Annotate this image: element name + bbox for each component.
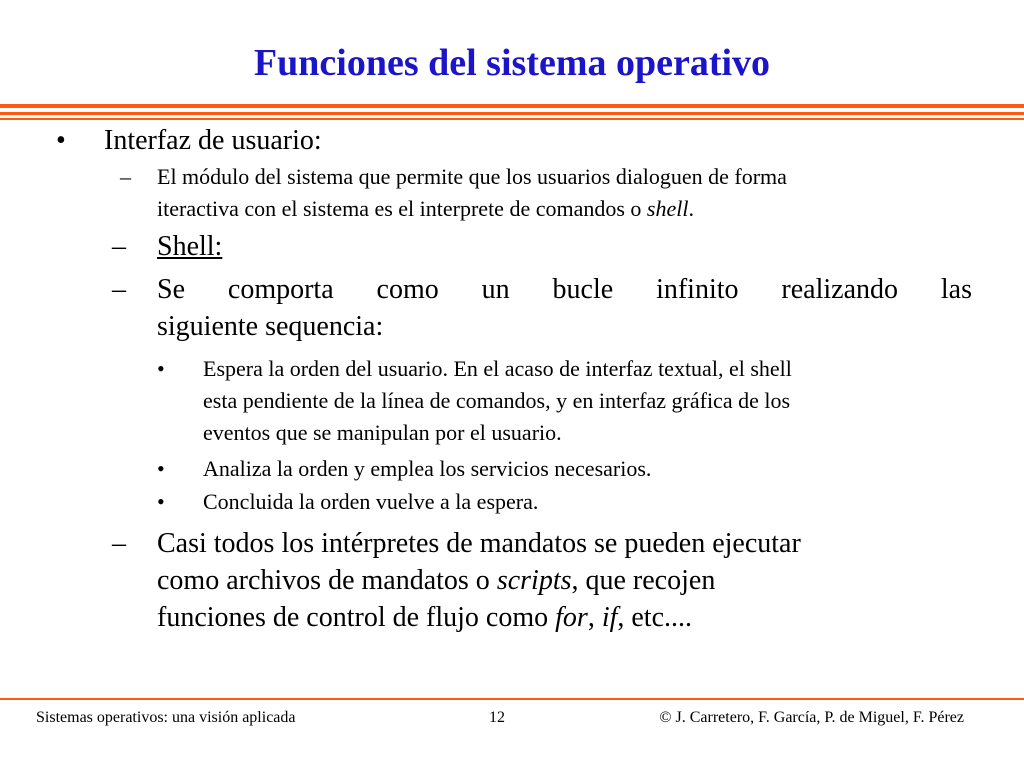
word: infinito: [656, 274, 739, 305]
word: realizando: [781, 274, 898, 305]
text-segment: , que recojen: [571, 565, 716, 596]
footer-rule: [0, 698, 1024, 700]
sub-item-interpretes-line1: Casi todos los intérpretes de mandatos se pueden ejecutar: [157, 528, 801, 559]
title-rule-medium: [0, 112, 1024, 115]
title-rule-thick: [0, 104, 1024, 108]
italic-for: for: [555, 602, 588, 633]
bullet-marker: •: [157, 489, 165, 514]
word: Se: [157, 274, 185, 305]
dash-marker: –: [120, 164, 131, 189]
text-segment: como archivos de mandatos o: [157, 565, 497, 596]
sub-item-interpretes-line3: [157, 599, 972, 636]
sub-item-interpretes: [157, 525, 972, 636]
footer-copyright: © J. Carretero, F. García, P. de Miguel, F. Pérez: [659, 709, 964, 726]
sub-item-bucle-line1: [157, 271, 972, 308]
sub-item-bucle-line2: siguiente sequencia:: [157, 311, 384, 342]
italic-shell: shell: [646, 196, 689, 221]
bullet-marker: •: [157, 456, 165, 481]
text-segment: , etc....: [617, 602, 693, 633]
sub-item-modulo-line2: [157, 193, 972, 225]
word: como: [376, 274, 439, 305]
subsub-line: Espera la orden del usuario. En el acaso de interfaz textual, el shell: [203, 356, 792, 381]
dash-marker: –: [112, 528, 126, 559]
subsub-line: esta pendiente de la línea de comandos, y en interfaz gráfica de los: [203, 388, 791, 413]
text-segment: funciones de control de flujo como: [157, 602, 556, 633]
footer-page-number: 12: [489, 709, 505, 726]
text-segment: .: [688, 196, 694, 221]
subsub-line: eventos que se manipulan por el usuario.: [203, 420, 562, 445]
text-segment: ,: [587, 602, 602, 633]
bullet-marker: •: [56, 125, 66, 156]
text-segment: iteractiva con el sistema es el interprete de comandos o: [157, 196, 647, 221]
italic-if: if: [601, 602, 618, 633]
shell-heading: Shell:: [157, 231, 223, 262]
word: bucle: [552, 274, 614, 305]
subsub-item-concluida: Concluida la orden vuelve a la espera.: [203, 489, 539, 514]
bullet-marker: •: [157, 356, 165, 381]
slide-title: Funciones del sistema operativo: [253, 42, 771, 84]
subsub-item-analiza: Analiza la orden y emplea los servicios necesarios.: [203, 456, 652, 481]
dash-marker: –: [112, 231, 126, 262]
title-rule-thin: [0, 118, 1024, 120]
italic-scripts: scripts: [496, 565, 572, 596]
sub-item-interpretes-line2: [157, 562, 972, 599]
subsub-item-espera: [203, 353, 973, 449]
word: comporta: [227, 274, 334, 305]
word: las: [940, 274, 972, 305]
dash-marker: –: [112, 274, 126, 305]
sub-item-modulo-line1: El módulo del sistema que permite que los usuarios dialoguen de forma: [157, 164, 787, 189]
word: un: [481, 274, 510, 305]
sub-item-shell: [157, 228, 972, 265]
footer-book-title: Sistemas operativos: una visión aplicada: [36, 709, 296, 726]
bullet-interfaz-de-usuario: Interfaz de usuario:: [104, 125, 322, 156]
sub-item-bucle: [157, 271, 972, 345]
sub-item-modulo: [157, 161, 972, 225]
